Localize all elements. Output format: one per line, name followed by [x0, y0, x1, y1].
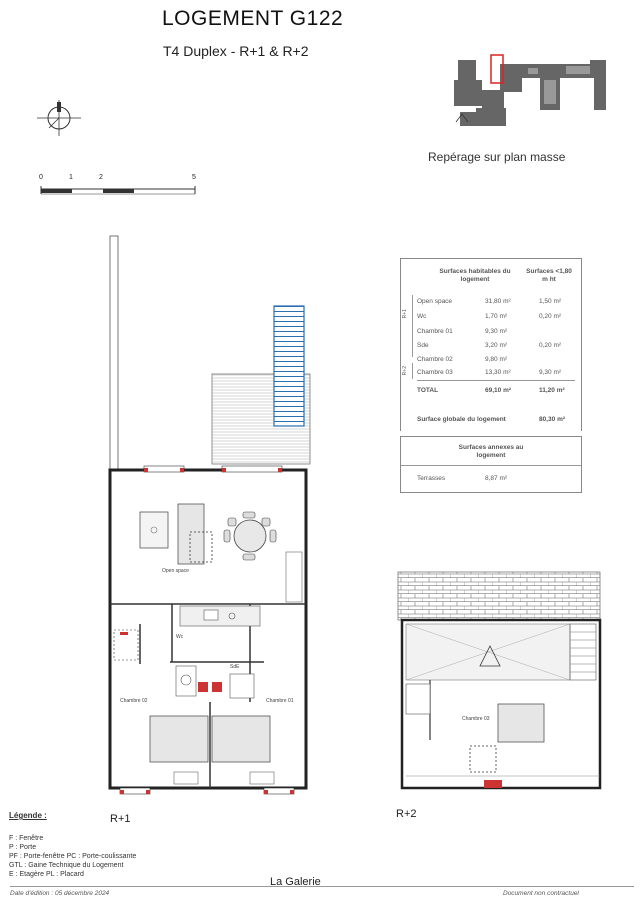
col-low-header: Surfaces <1,80 m ht — [526, 268, 572, 283]
table-row: Wc 1,70 m² 0,20 m² — [417, 313, 562, 320]
room-wc: Wc — [176, 634, 184, 640]
room-chambre-01: Chambre 01 — [266, 698, 294, 704]
table-row: Sde 3,20 m² 0,20 m² — [417, 342, 562, 349]
table-row: Chambre 02 9,80 m² — [417, 356, 508, 363]
table-row: Chambre 01 9,30 m² — [417, 328, 508, 335]
floor-plan-r1 — [100, 232, 320, 802]
col-habitable-header: Surfaces habitables du logement — [439, 268, 511, 283]
compass-icon — [35, 96, 85, 146]
footer-date: Date d'édition : 05 décembre 2024 — [10, 890, 110, 897]
legend-item: P : Porte — [9, 844, 37, 851]
floor-plan-r2 — [394, 570, 604, 792]
footer-divider — [10, 886, 634, 887]
level-r1: R+1 — [402, 309, 408, 319]
legend — [9, 811, 136, 879]
table-row: Chambre 03 13,30 m² 9,30 m² — [417, 369, 562, 376]
table-global-row: Surface globale du logement 80,30 m² — [417, 416, 566, 423]
legend-item: GTL : Gaine Technique du Logement — [9, 862, 124, 869]
annex-header: Surfaces annexes au logement — [458, 444, 524, 459]
annex-row: Terrasses 8,87 m² — [417, 475, 508, 482]
table-row: Open space 31,80 m² 1,50 m² — [417, 298, 562, 305]
annex-table — [400, 436, 582, 493]
room-sde: SdE — [230, 664, 240, 670]
site-plan-thumbnail — [448, 50, 618, 140]
legend-item: E : Etagère PL : Placard — [9, 871, 84, 878]
level-r2: R+2 — [402, 366, 408, 376]
table-total-row: TOTAL 69,10 m² 11,20 m² — [417, 387, 565, 394]
legend-title: Légende : — [9, 811, 47, 820]
floor-label-r1: R+1 — [110, 813, 131, 825]
room-chambre-02: Chambre 02 — [120, 698, 148, 704]
page-subtitle: T4 Duplex - R+1 & R+2 — [163, 43, 309, 59]
footer-project: La Galerie — [270, 876, 321, 888]
page-title: LOGEMENT G122 — [162, 7, 344, 30]
room-chambre-03: Chambre 03 — [462, 716, 490, 722]
legend-item: PF : Porte-fenêtre PC : Porte-coulissante — [9, 853, 137, 860]
surfaces-table — [400, 258, 582, 431]
legend-item: F : Fenêtre — [9, 835, 44, 842]
room-open-space: Open space — [162, 568, 189, 574]
floor-label-r2: R+2 — [396, 808, 417, 820]
footer-disclaimer: Document non contractuel — [503, 890, 579, 897]
site-plan-caption: Repérage sur plan masse — [428, 150, 566, 164]
